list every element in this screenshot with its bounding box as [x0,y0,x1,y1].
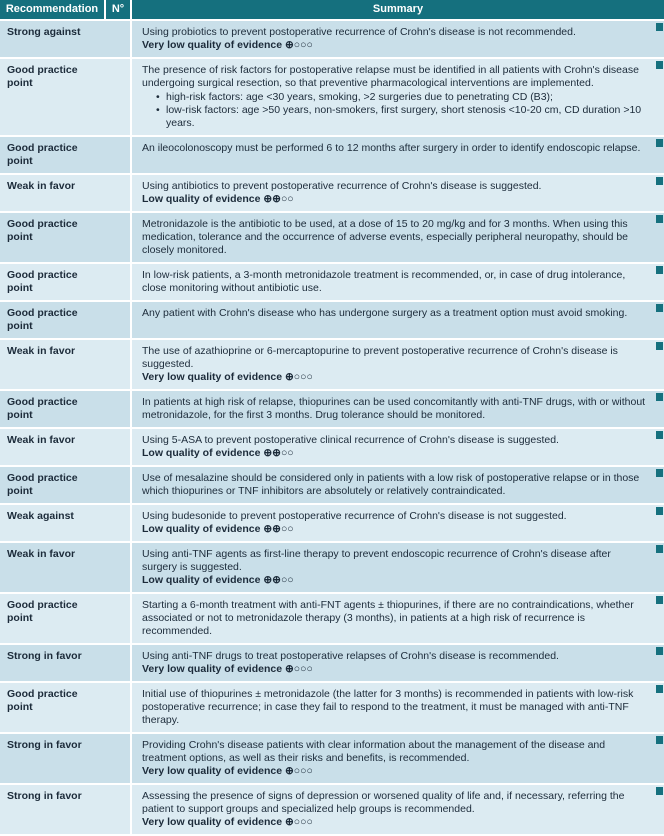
recommendation-cell: Strong in favor [7,650,82,662]
bullet-text: high-risk factors: age <30 years, smoking, >2 surgeries due to penetrating CD (B3); [166,91,553,103]
number-cell [106,391,132,427]
table-row [0,57,664,135]
number-cell [106,59,132,135]
summary-cell [132,543,664,592]
summary-cell [132,594,664,643]
summary-text: Using probiotics to prevent postoperative recurrence of Crohn's disease is not recommended. [142,26,576,38]
row-marker-icon [656,647,663,655]
row-marker-icon [656,266,663,274]
summary-text: Using anti-TNF agents as first-line therapy to prevent endoscopic recurrence of Crohn's disease after surgery is suggested. [142,548,611,573]
number-cell [106,785,132,834]
bullet-item [142,91,646,104]
recommendation-cell: Strong in favor [7,790,82,802]
recommendation-cell: Good practice point [7,688,78,713]
table-header-row [0,0,664,19]
summary-text: In patients at high risk of relapse, thiopurines can be used concomitantly with anti-TNF drugs, with or without metronidazole, for the first 3 months. Drug tolerance should be monitored. [142,396,646,421]
summary-cell [132,21,664,57]
row-marker-icon [656,431,663,439]
summary-cell [132,264,664,300]
table-row [0,732,664,783]
header-cell-summary: Summary [372,3,424,15]
recommendation-cell: Good practice point [7,142,78,167]
row-marker-icon [656,215,663,223]
summary-text: An ileocolonoscopy must be performed 6 to 12 months after surgery in order to identify endoscopic relapse. [142,142,641,154]
summary-text: Assessing the presence of signs of depression or worsened quality of life and, if necessary, referring the patient to support groups and specialized help groups is recommended. [142,790,625,815]
recommendation-cell: Weak in favor [7,434,76,446]
summary-text: Starting a 6-month treatment with anti-FNT agents ± thiopurines, if there are no contraindications, whether associated or not to metronidazole therapy (3 months), in patients at a high risk of recurrence is recommended. [142,599,634,637]
number-cell [106,137,132,173]
summary-text: In low-risk patients, a 3-month metronidazole treatment is recommended, or, in case of drug intolerance, close monitoring without antibiotic use. [142,269,626,294]
evidence-text: Very low quality of evidence ⊕○○○ [142,39,313,51]
bullet-icon: • [156,91,160,103]
summary-cell [132,302,664,338]
table-row [0,262,664,300]
summary-cell [132,683,664,732]
row-marker-icon [656,177,663,185]
summary-text: Any patient with Crohn's disease who has undergone surgery as a treatment option must avoid smoking. [142,307,628,319]
summary-cell [132,213,664,262]
table-row [0,338,664,389]
recommendation-cell: Weak in favor [7,548,76,560]
row-marker-icon [656,139,663,147]
summary-text: Initial use of thiopurines ± metronidazole (the latter for 3 months) is recommended in patients with low-risk postoperative recurrence; in case they fail to respond to the treatment, it must be managed with anti-TNF therapy. [142,688,634,726]
bullet-text: low-risk factors: age >50 years, non-smokers, first surgery, short stenosis <10-20 cm, CD duration >10 years. [166,104,642,129]
summary-text: The presence of risk factors for postoperative relapse must be identified in all patients with Crohn's disease undergoing surgical resection, so that preventive pharmacological interventions are implemented. [142,64,639,89]
table-row [0,427,664,465]
summary-text: Using anti-TNF drugs to treat postoperative relapses of Crohn's disease is recommended. [142,650,559,662]
row-marker-icon [656,342,663,350]
evidence-text: Very low quality of evidence ⊕○○○ [142,765,313,777]
recommendation-cell: Weak in favor [7,345,76,357]
evidence-text: Very low quality of evidence ⊕○○○ [142,816,313,828]
summary-cell [132,785,664,834]
recommendation-cell: Good practice point [7,64,78,89]
number-cell [106,21,132,57]
number-cell [106,302,132,338]
row-marker-icon [656,61,663,69]
summary-cell [132,340,664,389]
recommendation-cell: Good practice point [7,269,78,294]
evidence-text: Low quality of evidence ⊕⊕○○ [142,523,294,535]
row-marker-icon [656,304,663,312]
number-cell [106,429,132,465]
summary-cell [132,391,664,427]
summary-text: Providing Crohn's disease patients with clear information about the management of the disease and treatment options, as well as their risks and benefits, is recommended. [142,739,606,764]
recommendation-cell: Good practice point [7,599,78,624]
recommendation-cell: Weak in favor [7,180,76,192]
table-row [0,541,664,592]
evidence-text: Very low quality of evidence ⊕○○○ [142,663,313,675]
summary-text: The use of azathioprine or 6-mercaptopurine to prevent postoperative recurrence of Crohn's disease is suggested. [142,345,618,370]
row-marker-icon [656,596,663,604]
recommendation-cell: Good practice point [7,218,78,243]
summary-cell [132,175,664,211]
table-row [0,389,664,427]
number-cell [106,594,132,643]
recommendation-cell: Good practice point [7,396,78,421]
number-cell [106,175,132,211]
recommendation-cell: Strong against [7,26,81,38]
table-row [0,465,664,503]
table-row [0,643,664,681]
row-marker-icon [656,787,663,795]
header-cell-number: N° [106,0,132,19]
evidence-text: Low quality of evidence ⊕⊕○○ [142,574,294,586]
evidence-text: Very low quality of evidence ⊕○○○ [142,371,313,383]
evidence-text: Low quality of evidence ⊕⊕○○ [142,447,294,459]
number-cell [106,645,132,681]
table-row [0,681,664,732]
row-marker-icon [656,393,663,401]
row-marker-icon [656,736,663,744]
table-row [0,211,664,262]
summary-cell [132,137,664,173]
number-cell [106,340,132,389]
number-cell [106,683,132,732]
summary-text: Use of mesalazine should be considered only in patients with a low risk of postoperative relapse or in those which thiopurines or TNF inhibitors are absolutely or relatively contraindicated. [142,472,640,497]
table-body [0,19,664,834]
summary-cell [132,505,664,541]
recommendation-cell: Strong in favor [7,739,82,751]
table-row [0,592,664,643]
recommendation-cell: Weak against [7,510,74,522]
table-row [0,300,664,338]
recommendation-cell: Good practice point [7,307,78,332]
row-marker-icon [656,23,663,31]
number-cell [106,734,132,783]
table-row [0,503,664,541]
table-row [0,19,664,57]
table-row [0,173,664,211]
summary-cell [132,467,664,503]
evidence-text: Low quality of evidence ⊕⊕○○ [142,193,294,205]
bullet-item [142,104,646,130]
summary-cell [132,645,664,681]
number-cell [106,264,132,300]
summary-text: Using budesonide to prevent postoperative recurrence of Crohn's disease is not suggested. [142,510,567,522]
number-cell [106,467,132,503]
bullet-icon: • [156,104,160,116]
number-cell [106,505,132,541]
number-cell [106,543,132,592]
table-row [0,783,664,834]
summary-cell [132,734,664,783]
summary-text: Using antibiotics to prevent postoperative recurrence of Crohn's disease is suggested. [142,180,542,192]
summary-cell [132,59,664,135]
recommendation-cell: Good practice point [7,472,78,497]
summary-cell [132,429,664,465]
header-cell-recommendation: Recommendation [0,0,106,19]
summary-text: Using 5-ASA to prevent postoperative clinical recurrence of Crohn's disease is suggested. [142,434,559,446]
table-row [0,135,664,173]
summary-text: Metronidazole is the antibiotic to be used, at a dose of 15 to 20 mg/kg and for 3 months. When using this medication, tolerance and the occurrence of adverse events, especially peripheral neuropathy, should be closely monitored. [142,218,629,256]
row-marker-icon [656,469,663,477]
row-marker-icon [656,545,663,553]
row-marker-icon [656,685,663,693]
bullet-list [142,91,646,130]
row-marker-icon [656,507,663,515]
number-cell [106,213,132,262]
